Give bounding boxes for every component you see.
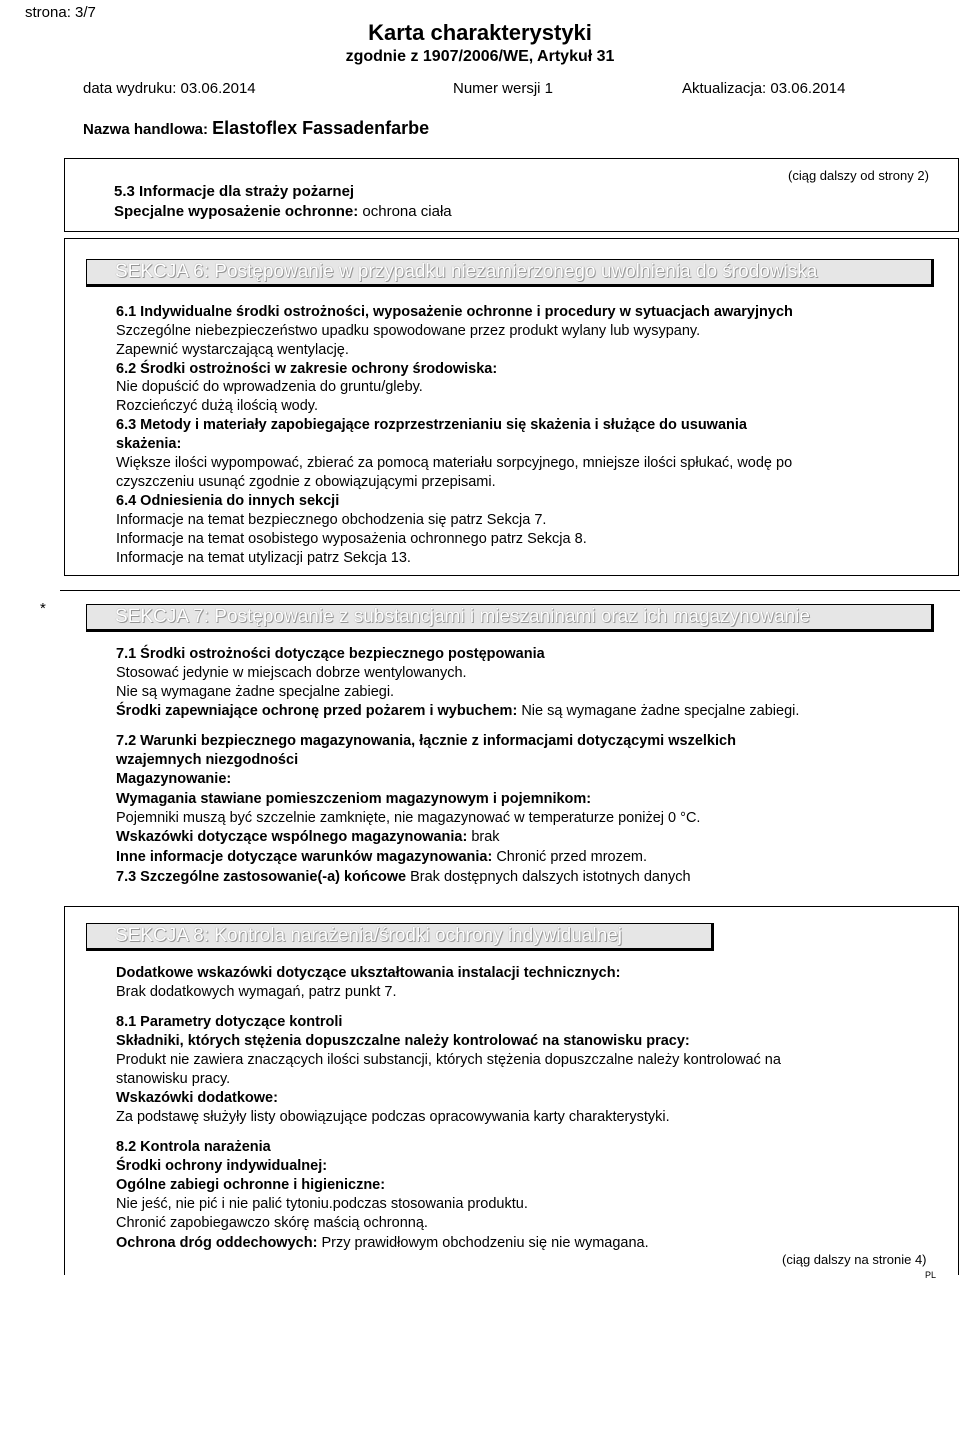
section-8-header: SEKCJA 8: Kontrola narażenia/środki ochrony indywidualnej [86,923,714,951]
respiratory-protection [116,1234,649,1252]
section-7-header: SEKCJA 7: Postępowanie z substancjami i mieszaninami oraz ich magazynowanie [86,604,934,632]
other-storage-value: Chronić przed mrozem. [496,849,648,865]
section-6-2-line-2: Rozcieńczyć dużą ilością wody. [116,398,319,414]
fire-value: Nie są wymagane żadne specjalne zabiegi. [521,703,800,719]
section-8-1-line-1: Produkt nie zawiera znaczących ilości substancji, których stężenia dopuszczalne należy kontrolować na [116,1052,781,1068]
technical-value: Brak dodatkowych wymagań, patrz punkt 7. [116,984,397,1000]
section-7-1-line-1: Stosować jedynie w miejscach dobrze wentylowanych. [116,665,467,681]
revision-star: * [40,600,46,617]
equipment-value: ochrona ciała [362,203,452,220]
respiratory-value: Przy prawidłowym obchodzeniu się nie wymagana. [321,1235,649,1251]
equipment-label: Specjalne wyposażenie ochronne: [114,203,359,220]
section-8-1-title: 8.1 Parametry dotyczące kontroli [116,1014,343,1030]
joint-storage-label: Wskazówki dotyczące wspólnego magazynowania: [116,829,468,845]
section-7-2-title-1: 7.2 Warunki bezpiecznego magazynowania, łącznie z informacjami dotyczącymi wszelkich [116,733,736,749]
other-storage-info [116,848,647,866]
document-subtitle: zgodnie z 1907/2006/WE, Artykuł 31 [345,48,615,65]
section-5-3-title: 5.3 Informacje dla straży pożarnej [114,183,355,200]
section-6-2-line-1: Nie dopuścić do wprowadzenia do gruntu/gleby. [116,379,423,395]
section-7-top-rule [60,590,960,591]
section-6-4-line-2: Informacje na temat osobistego wyposażenia ochronnego patrz Sekcja 8. [116,531,587,547]
additional-notes-label: Wskazówki dodatkowe: [116,1090,278,1106]
section-6-3-title-1: 6.3 Metody i materiały zapobiegające rozprzestrzenianiu się skażenia i służące do usuwania [116,417,747,433]
additional-notes-value: Za podstawę służyły listy obowiązujące podczas opracowywania karty charakterystyki. [116,1109,670,1125]
storage-requirements-value: Pojemniki muszą być szczelnie zamknięte, nie magazynować w temperaturze poniżej 0 °C. [116,810,701,826]
section-7-3-label: 7.3 Szczególne zastosowanie(-a) końcowe [116,869,407,885]
hygiene-line-1: Nie jeść, nie pić i nie palić tytoniu.podczas stosowania produktu. [116,1196,528,1212]
other-storage-label: Inne informacje dotyczące warunków magazynowania: [116,849,493,865]
hygiene-line-2: Chronić zapobiegawczo skórę maścią ochronną. [116,1215,428,1231]
continued-from-note: (ciąg dalszy od strony 2) [788,168,929,183]
storage-heading: Magazynowanie: [116,771,232,787]
print-date: data wydruku: 03.06.2014 [83,80,256,97]
section-8-2-title: 8.2 Kontrola narażenia [116,1139,271,1155]
continued-to-note: (ciąg dalszy na stronie 4) [782,1252,927,1267]
trade-name-label: Nazwa handlowa: [83,121,209,138]
section-6-4-line-3: Informacje na temat utylizacji patrz Sekcja 13. [116,550,411,566]
respiratory-label: Ochrona dróg oddechowych: [116,1235,318,1251]
section-7-3 [116,868,691,886]
joint-storage-value: brak [471,829,500,845]
fire-label: Środki zapewniające ochronę przed pożarem i wybuchem: [116,703,518,719]
section-7-1-line-2: Nie są wymagane żadne specjalne zabiegi. [116,684,395,700]
section-6-2-title: 6.2 Środki ostrożności w zakresie ochrony środowiska: [116,361,498,377]
section-8-1-line-2: stanowisku pracy. [116,1071,231,1087]
section-6-1-title: 6.1 Indywidualne środki ostrożności, wyposażenie ochronne i procedury w sytuacjach awaryjnych [116,304,793,320]
trade-name-value: Elastoflex Fassadenfarbe [212,118,430,138]
section-7-1-title: 7.1 Środki ostrożności dotyczące bezpiecznego postępowania [116,646,545,662]
section-6-4-title: 6.4 Odniesienia do innych sekcji [116,493,340,509]
section-6-3-line-2: czyszczeniu usunąć zgodnie z obowiązującymi przepisami. [116,474,496,490]
section-7-1-fire [116,702,799,720]
section-8-1-subtitle: Składniki, których stężenia dopuszczalne należy kontrolować na stanowisku pracy: [116,1033,690,1049]
storage-requirements-label: Wymagania stawiane pomieszczeniom magazynowym i pojemnikom: [116,791,592,807]
section-6-1-line-2: Zapewnić wystarczającą wentylację. [116,342,349,358]
trade-name [83,118,429,139]
page-number: strona: 3/7 [25,4,96,21]
section-7-2-title-2: wzajemnych niezgodności [116,752,299,768]
technical-title: Dodatkowe wskazówki dotyczące ukształtowania instalacji technicznych: [116,965,621,981]
joint-storage [116,828,500,846]
section-6-1-line-1: Szczególne niebezpieczeństwo upadku spowodowane przez produkt wylany lub wysypany. [116,323,701,339]
ppe-label: Środki ochrony indywidualnej: [116,1158,328,1174]
section-6-3-line-1: Większe ilości wypompować, zbierać za pomocą materiału sorpcyjnego, mniejsze ilości spłukać, wodę po [116,455,793,471]
section-7-3-value: Brak dostępnych dalszych istotnych danych [410,869,691,885]
hygiene-label: Ogólne zabiegi ochronne i higieniczne: [116,1177,386,1193]
section-5-3-equipment [114,203,452,220]
update-date: Aktualizacja: 03.06.2014 [682,80,846,97]
section-6-header: SEKCJA 6: Postępowanie w przypadku niezamierzonego uwolnienia do środowiska [86,259,934,287]
section-6-4-line-1: Informacje na temat bezpiecznego obchodzenia się patrz Sekcja 7. [116,512,547,528]
language-code: PL [925,1270,937,1280]
version-number: Numer wersji 1 [453,80,554,97]
section-6-3-title-2: skażenia: [116,436,182,452]
document-title: Karta charakterystyki [368,20,592,45]
